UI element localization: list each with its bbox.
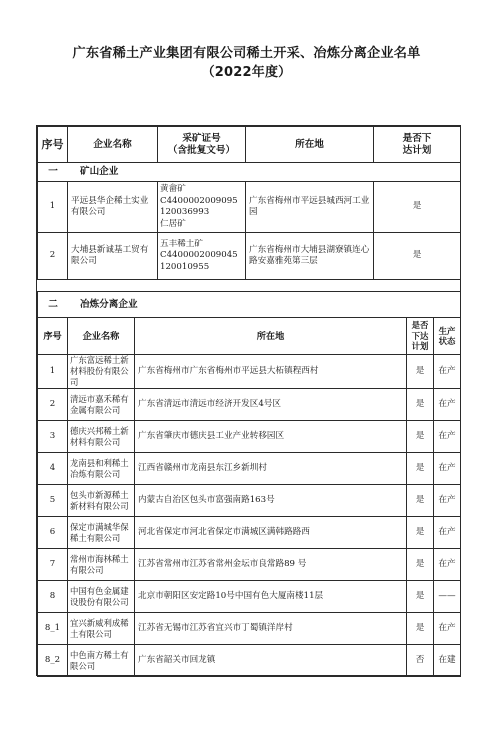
header-plan-line: 下达	[411, 330, 429, 341]
table-row	[38, 355, 461, 389]
cell-status: 在产	[434, 421, 461, 453]
enterprise-table-frame	[36, 125, 461, 676]
section-mining-title: 矿山企业	[80, 166, 119, 178]
title-line-2: （2022年度）	[201, 65, 292, 80]
header-name: 企业名称	[68, 127, 158, 163]
cell-status: 在产	[434, 549, 461, 581]
cell-seq: 3	[38, 421, 68, 453]
cert-line: 黄畲矿	[160, 184, 186, 194]
section-smelting-number: 二	[48, 299, 58, 310]
smelting-header-row	[38, 318, 461, 355]
table-row	[38, 645, 461, 677]
cell-seq: 1	[38, 182, 68, 233]
table-row	[38, 549, 461, 581]
cell-location: 广东省梅州市大埔县湖寮镇连心路安嘉雅苑第三层	[246, 233, 374, 280]
cell-name: 德庆兴邦稀土新材料有限公司	[68, 421, 135, 453]
cell-location: 广东省清远市清远市经济开发区4号区	[135, 389, 407, 421]
cell-seq: 8_2	[38, 645, 68, 677]
header-status-line: 生产	[438, 325, 456, 336]
header-plan-line-1: 是否下	[402, 132, 432, 144]
cell-seq: 2	[38, 233, 68, 280]
smelting-table	[37, 291, 461, 677]
mining-table	[37, 126, 461, 280]
cell-name: 龙南县和利稀土冶炼有限公司	[68, 453, 135, 485]
cell-plan: 是	[407, 613, 434, 645]
header-location: 所在地	[135, 318, 407, 355]
cell-location: 江西省赣州市龙南县东江乡新圳村	[135, 453, 407, 485]
cell-seq: 8_1	[38, 613, 68, 645]
cell-seq: 7	[38, 549, 68, 581]
cert-block	[160, 239, 243, 274]
cell-seq: 2	[38, 389, 68, 421]
header-cert	[158, 127, 246, 163]
table-row	[38, 517, 461, 549]
cell-cert	[158, 233, 246, 280]
cell-location: 广东省梅州市平远县城西河工业园	[246, 182, 374, 233]
header-cert-line-1: 采矿证号	[182, 132, 221, 144]
mining-header-row	[38, 127, 461, 163]
header-status-line: 状态	[438, 336, 456, 346]
header-plan-line: 是否	[411, 320, 429, 331]
cell-name: 中国有色金属建设股份有限公司	[68, 581, 135, 613]
cert-line: C4400002009045120010955	[160, 250, 238, 272]
header-name: 企业名称	[68, 318, 135, 355]
cell-plan: 否	[407, 645, 434, 677]
table-row	[38, 421, 461, 453]
cell-plan: 是	[407, 389, 434, 421]
cell-status: 在产	[434, 389, 461, 421]
cell-seq: 4	[38, 453, 68, 485]
table-row	[38, 182, 461, 233]
cell-plan: 是	[407, 485, 434, 517]
cell-status: 在产	[434, 517, 461, 549]
table-row	[38, 389, 461, 421]
cert-line: C4400002009095120036993	[160, 195, 238, 217]
cell-status: 在产	[434, 613, 461, 645]
mining-section-row	[38, 163, 461, 182]
cell-plan: 是	[407, 517, 434, 549]
cell-status: 在产	[434, 485, 461, 517]
header-plan	[374, 127, 461, 163]
cell-name: 保定市满城华保稀土有限公司	[68, 517, 135, 549]
cell-name: 平远县华企稀土实业有限公司	[68, 182, 158, 233]
cell-seq: 5	[38, 485, 68, 517]
document-title	[0, 44, 493, 82]
cell-name: 广东富远稀土新材料股份有限公司	[68, 355, 135, 389]
table-row	[38, 485, 461, 517]
cell-name: 中色南方稀土有限公司	[68, 645, 135, 677]
header-cert-line-2: （含批复文号）	[167, 144, 236, 156]
cell-seq: 6	[38, 517, 68, 549]
cell-location: 广东省韶关市回龙镇	[135, 645, 407, 677]
cell-status: ——	[434, 581, 461, 613]
cell-plan: 是	[374, 233, 461, 280]
cell-location: 江苏省常州市江苏省常州金坛市良常路89 号	[135, 549, 407, 581]
section-smelting-title: 冶炼分离企业	[80, 299, 138, 310]
table-row	[38, 453, 461, 485]
cell-cert	[158, 182, 246, 233]
cert-line: 仁居矿	[160, 218, 186, 229]
cell-name: 清远市嘉禾稀有金属有限公司	[68, 389, 135, 421]
cell-plan: 是	[407, 421, 434, 453]
cell-seq: 8	[38, 581, 68, 613]
header-plan-line-2: 达计划	[402, 144, 432, 156]
cell-location: 广东省梅州市广东省梅州市平远县大柘镇程西村	[135, 355, 407, 389]
cell-name: 包头市新源稀土新材料有限公司	[68, 485, 135, 517]
cell-name: 常州市海林稀土有限公司	[68, 549, 135, 581]
section-mining	[38, 163, 461, 182]
table-row	[38, 233, 461, 280]
cell-status: 在建	[434, 645, 461, 677]
header-location: 所在地	[246, 127, 374, 163]
cell-name: 大埔县新诚基工贸有限公司	[68, 233, 158, 280]
header-plan-line: 计划	[411, 341, 429, 352]
cell-location: 河北省保定市河北省保定市满城区满韩路路西	[135, 517, 407, 549]
cell-status: 在产	[434, 355, 461, 389]
header-status	[434, 318, 461, 355]
cell-plan: 是	[407, 581, 434, 613]
section-mining-number: 一	[48, 166, 58, 178]
cell-status: 在产	[434, 453, 461, 485]
section-smelting	[38, 292, 461, 318]
cell-location: 江苏省无锡市江苏省宜兴市丁蜀镇洋岸村	[135, 613, 407, 645]
cell-plan: 是	[407, 355, 434, 389]
smelting-section-row	[38, 292, 461, 318]
table-row	[38, 613, 461, 645]
header-seq: 序号	[38, 127, 68, 163]
cell-location: 内蒙古自治区包头市富强南路163号	[135, 485, 407, 517]
cell-location: 广东省肇庆市德庆县工业产业转移园区	[135, 421, 407, 453]
header-plan	[407, 318, 434, 355]
table-row	[38, 581, 461, 613]
title-line-1: 广东省稀土产业集团有限公司稀土开采、冶炼分离企业名单	[72, 46, 421, 61]
cell-plan: 是	[374, 182, 461, 233]
cell-seq: 1	[38, 355, 68, 389]
cell-plan: 是	[407, 549, 434, 581]
header-seq: 序号	[38, 318, 68, 355]
cert-line: 五丰稀土矿	[160, 238, 203, 249]
cell-name: 宜兴新威利成稀土有限公司	[68, 613, 135, 645]
cell-plan: 是	[407, 453, 434, 485]
cell-location: 北京市朝阳区安定路10号中国有色大厦南楼11层	[135, 581, 407, 613]
